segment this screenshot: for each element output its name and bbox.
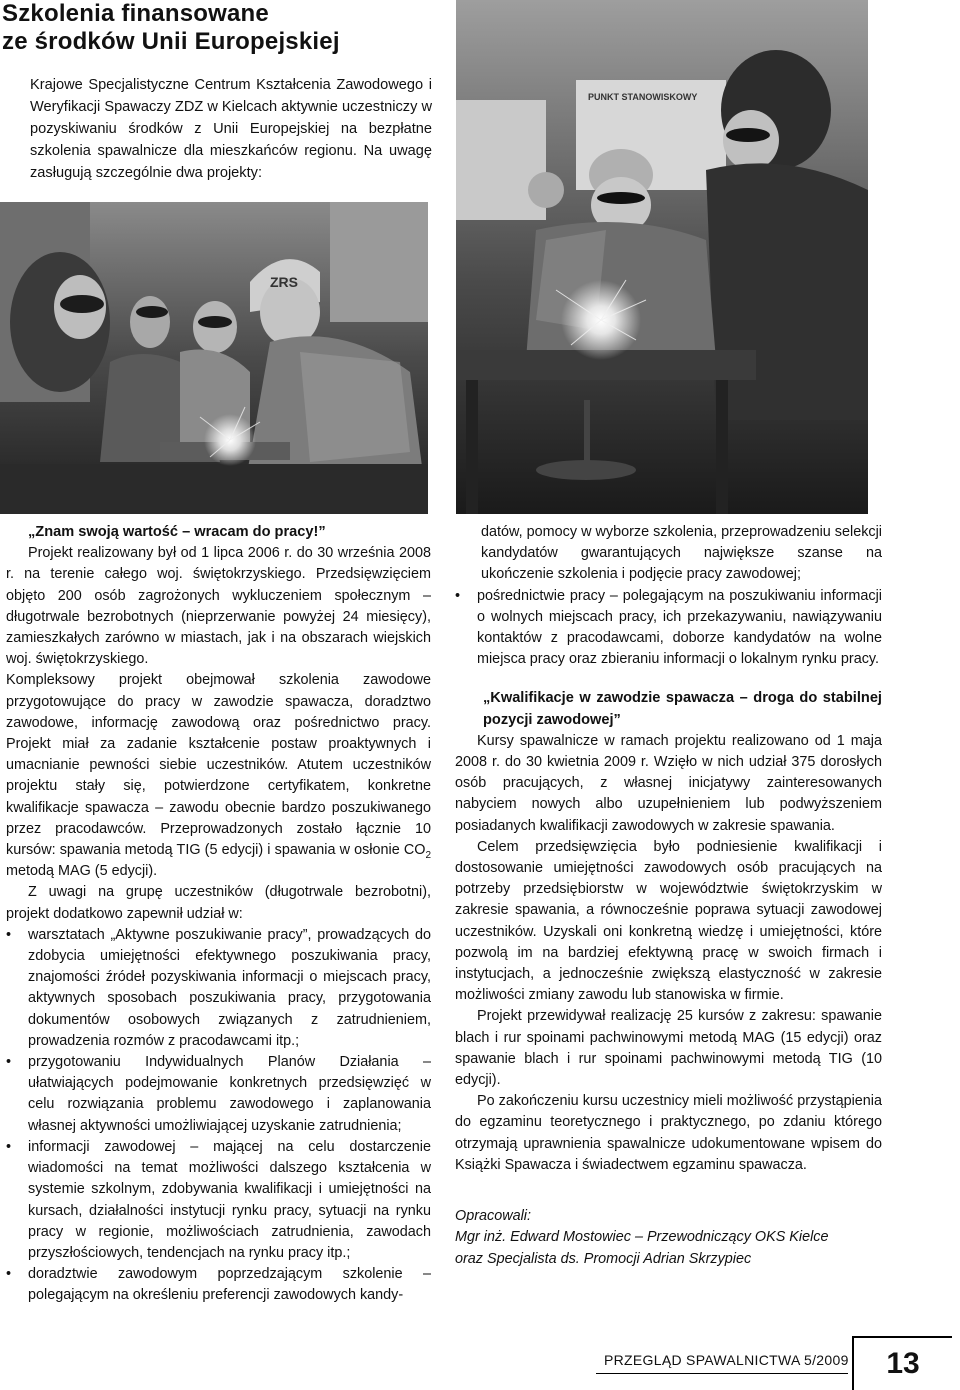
authors-line-1: Mgr inż. Edward Mostowiec – Przewodniczący OKS Kielce (455, 1229, 829, 1246)
welding-photo-right (456, 0, 868, 514)
project1-list-continued (455, 522, 882, 670)
title-line-1: Szkolenia finansowane (2, 0, 269, 27)
project1-list (6, 925, 431, 1307)
list-item (6, 1052, 431, 1137)
list-item-text: doradztwie zawodowym poprzedzającym szkolenie – polegającym na określeniu preferencji zawodowych kandy- (28, 1266, 431, 1304)
spacer (455, 1176, 882, 1206)
list-item-text: warsztatach „Aktywne poszukiwanie pracy”, prowadzących do zdobycia umiejętności efektywnego poszukiwania pracy, znajomości źródeł pozyskiwania informacji o miejscach pracy, aktywnych sposobach poszukiwania pracy, przygotowania dokumentów osobowych związanych z zatrudnieniem, prowadzenia rozmów z pracodawcami itp.; (28, 926, 431, 1049)
project2-paragraph-1: Kursy spawalnicze w ramach projektu realizowano od 1 maja 2008 r. do 30 kwietnia 2009 r. Wzięło w nich udział 375 dorosłych osób pracujących, z własnej inicjatywy zainteresowanych nabyciem nowych albo uzupełnieniem lub podwyższeniem posiadanych kwalifikacji zawodowych w zakresie spawania. (455, 732, 882, 834)
project1-paragraph-3: Z uwagi na grupę uczestników (długotrwale bezrobotni), projekt dodatkowo zapewnił udział w: (6, 884, 431, 922)
list-item-continued: datów, pomocy w wyborze szkolenia, przeprowadzeniu selekcji kandydatów gwarantujących największe szanse na ukończenie szkolenia i podjęcie pracy zawodowej; (481, 524, 882, 583)
title-line-2: ze środków Unii Europejskiej (2, 28, 340, 55)
welding-photo-left (0, 202, 428, 514)
bullet: • (6, 1138, 12, 1155)
article-title (2, 0, 340, 56)
journal-footer: PRZEGLĄD SPAWALNICTWA 5/2009 (604, 1352, 849, 1368)
authors-label: Opracowali: (455, 1208, 531, 1225)
cap-logo-text: ZRS (270, 274, 298, 290)
list-item (6, 1264, 431, 1306)
page-number: 13 (852, 1336, 952, 1390)
list-item-text: informacji zawodowej – mającej na celu dostarczenie wiadomości na temat możliwości dalszego kształcenia w systemie szkolnym, zdobywania kwalifikacji i umiejętności na kursach, działalności instytucji rynku pracy, sytuacji na rynku pracy w regionie, możliwościach zatrudnienia, zawodach przyszłościowych, tendencjach na rynku pracy itp.; (28, 1138, 431, 1261)
left-column (6, 522, 431, 1307)
welding-photo-right-image (456, 0, 868, 514)
co2-subscript: 2 (425, 849, 431, 861)
project2-paragraph-4: Po zakończeniu kursu uczestnicy mieli możliwość przystąpienia do egzaminu teoretycznego i praktycznego, po zdaniu którego otrzymają uprawnienia spawalnicze udokumentowane wpisem do Książki Spawacza i świadectwem egzaminu spawacza. (455, 1093, 882, 1173)
project2-heading: „Kwalifikacje w zawodzie spawacza – droga do stabilnej pozycji zawodowej” (483, 690, 882, 728)
project1-heading: „Znam swoją wartość – wracam do pracy!” (28, 524, 326, 540)
list-item-text: pośrednictwie pracy – polegającym na poszukiwaniu informacji o wolnych miejscach pracy, ich przekazywaniu, nawiązywaniu kontaktów z pracodawcami, doborze kandydatów na wolne miejsca pracy oraz zbieraniu informacji o lokalnym rynku pracy. (477, 587, 882, 668)
footer-rule (596, 1373, 848, 1374)
list-item-text: przygotowaniu Indywidualnych Planów Działania – ułatwiających podejmowanie konkretnych przedsięwzięć w celu rozwiązania problemu zawodowego i zaplanowania własnej aktywności umożliwiającej uzyskanie zatrudnienia; (28, 1054, 431, 1134)
project1-paragraph-2-end: metodą MAG (5 edycji). (6, 863, 158, 880)
bullet: • (455, 587, 461, 604)
list-item (455, 586, 882, 671)
bullet: • (6, 926, 12, 943)
project1-paragraph-2-text: Kompleksowy projekt obejmował szkolenia zawodowe przygotowujące do pracy w zawodzie spawacza, doradztwo zawodowe, informację zawodową oraz pośrednictwo pracy. Projekt miał za zadanie kształcenie postaw proaktywnych i umacnianie pewności siebie uczestników. Atutem uczestników projektu stały się, potwierdzone certyfikatem, konkretne kwalifikacje spawacza – zawodu obecnie bardzo poszukiwanego przez pracodawców. Przeprowadzonych zostało łącznie 10 kursów: spawania metodą TIG (5 edycji) i spawania w osłonie CO (6, 672, 431, 859)
bullet: • (6, 1266, 12, 1283)
list-item (6, 1137, 431, 1264)
bullet: • (6, 1054, 12, 1071)
project1-paragraph-1: Projekt realizowany był od 1 lipca 2006 r. do 30 września 2008 r. na terenie całego woj. świętokrzyskiego. Przedsięwzięciem objęto 200 osób zagrożonych wykluczeniem społecznym – długotrwale bezrobotnych (nieprzerwanie powyżej 24 miesięcy), zamieszkałych zarówno w miastach, jak i na obszarach wiejskich woj. świętokrzyskiego. (6, 545, 431, 668)
project1-paragraph-2 (6, 670, 431, 882)
right-column (455, 522, 882, 1270)
lead-paragraph: Krajowe Specjalistyczne Centrum Kształcenia Zawodowego i Weryfikacji Spawaczy ZDZ w Kielcach aktywnie uczestniczy w pozyskiwaniu środków z Unii Europejskiej na bezpłatne szkolenia spawalnicze dla mieszkańców regionu. Na uwagę zasługują szczególnie dwa projekty: (30, 77, 432, 181)
list-item (6, 925, 431, 1052)
authors-line-2: oraz Specjalista ds. Promocji Adrian Skrzypiec (455, 1250, 752, 1267)
project2-paragraph-2: Celem przedsięwzięcia było podniesienie kwalifikacji i dostosowanie umiejętności zawodowych osób pracujących na potrzeby przedsiębiorstw w województwie świętokrzyskim w zakresie spawania, a równocześnie poprawa sytuacji zawodowej uczestników. Uzyskali oni konkretną wiedzę i umiejętności, które pozwolą im na bardziej efektywną pracę w swoich firmach i instytucjach, a jednocześnie zwiększą elastyczność w zakresie możliwości zmiany zawodu lub stanowiska w firmie. (455, 838, 882, 1004)
project2-paragraph-3: Projekt przewidywał realizację 25 kursów z zakresu: spawanie blach i rur spoinami pachwinowymi metodą MAG (15 edycji) oraz spawanie blach i rur spoinami pachwinowymi metodą TIG (10 edycji). (455, 1008, 882, 1089)
wall-poster-text: PUNKT STANOWISKOWY (588, 92, 698, 102)
spacer (455, 670, 882, 688)
welding-photo-left-image (0, 202, 428, 514)
